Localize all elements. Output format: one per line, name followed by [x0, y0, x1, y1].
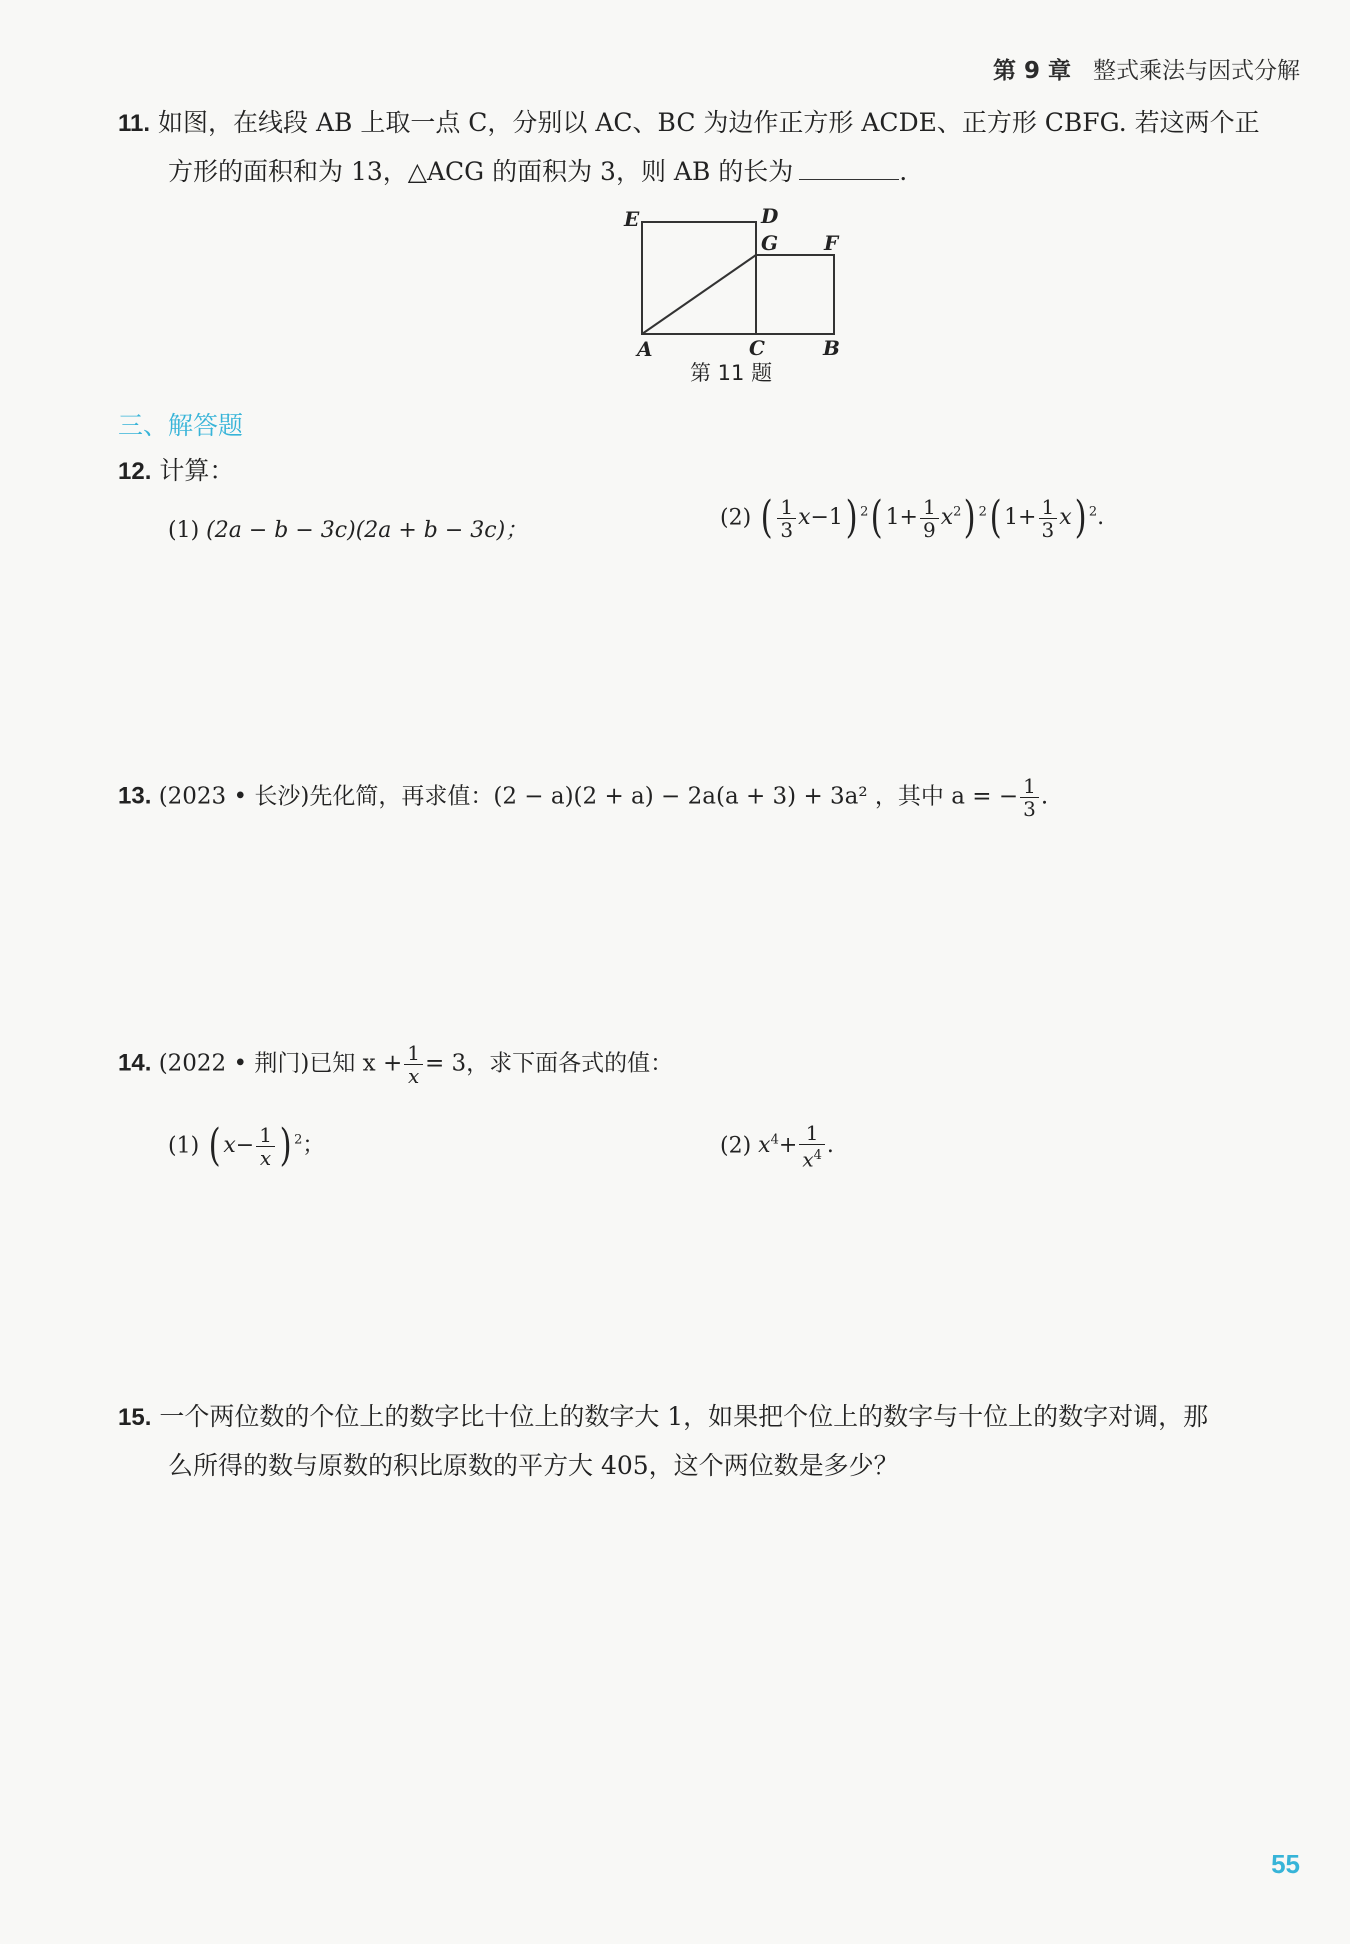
q14-part-2 — [720, 1122, 834, 1171]
question-number: 12. — [118, 458, 152, 485]
question-number: 11. — [118, 110, 151, 137]
part-expression: $x^4+$ $\frac{1}{x^4}$ . — [758, 1121, 834, 1172]
section-title: 三、解答题 — [118, 411, 244, 440]
question-number: 14. — [118, 1049, 152, 1077]
q14-part-1 — [168, 1120, 325, 1172]
question-number: 15. — [118, 1404, 152, 1431]
question-12 — [118, 452, 234, 491]
part-label: (1) — [168, 518, 200, 543]
label-e: E — [624, 207, 640, 231]
question-11 — [118, 104, 1308, 191]
square-acde — [642, 222, 756, 334]
square-cbfg — [756, 255, 834, 334]
label-d: D — [761, 204, 779, 228]
question-text-line-2: 么所得的数与原数的积比原数的平方大 405，这个两位数是多少？ — [168, 1451, 899, 1480]
part-expression: ( x− $\frac{1}{x}$ ) $^2$； — [208, 1120, 325, 1172]
part-label: (2) — [720, 1133, 752, 1159]
square-figure — [615, 200, 855, 360]
question-text-line-2: 方形的面积和为 13，△ACG 的面积为 3，则 AB 的长为 — [168, 157, 794, 186]
part-expression: ( $\frac{1}{3}$ x−1) $^2$( 1+ $\frac{1}{9}$ $x^2$) $^2$( 1+ $\frac{1}{3}$ x) $^2$. — [760, 492, 1105, 544]
segment-ag — [642, 255, 756, 334]
fraction-one-third: $\frac{1}{3}$ — [1020, 775, 1039, 820]
figure-caption: 第 11 题 — [690, 361, 773, 385]
question-13: 13. (2023 • 长沙)先化简，再求值：(2 − a)(2 + a) − 2a(a + 3) + 3a² ，其中 a = − $\frac{1}{3}$ . — [118, 774, 1049, 821]
question-text: (2023 • 长沙)先化简，再求值：(2 − a)(2 + a) − 2a(a + 3) + 3a² ，其中 a = − — [158, 783, 1019, 810]
question-text: 计算： — [159, 456, 235, 485]
part-expression: (2a − b − 3c)(2a + b − 3c)； — [206, 518, 528, 543]
part-label: (1) — [168, 1133, 200, 1159]
question-text-suffix: = 3，求下面各式的值： — [424, 1050, 674, 1077]
answer-blank[interactable] — [799, 155, 899, 180]
q12-part-1 — [168, 512, 527, 550]
question-text-line-1: 一个两位数的个位上的数字比十位上的数字大 1，如果把个位上的数字与十位上的数字对调，那 — [159, 1402, 1209, 1431]
question-text-line-1: 如图，在线段 AB 上取一点 C，分别以 AC、BC 为边作正方形 ACDE、正方形 CBFG. 若这两个正 — [158, 108, 1260, 137]
label-f: F — [824, 231, 839, 255]
question-text-prefix: (2022 • 荆门)已知 x + — [158, 1050, 403, 1077]
period: . — [899, 157, 908, 186]
chapter-title: 整式乘法与因式分解 — [1093, 58, 1300, 84]
chapter-number: 第 9 章 — [992, 58, 1071, 84]
label-b: B — [823, 336, 840, 360]
question-number: 13. — [118, 782, 152, 810]
label-g: G — [761, 231, 779, 255]
question-15 — [118, 1398, 1308, 1485]
label-a: A — [637, 337, 653, 360]
question-14 — [118, 1042, 673, 1087]
fraction-one-over-x: $\frac{1}{x}$ — [404, 1042, 423, 1087]
label-c: C — [749, 336, 765, 360]
page-number: 55 — [1271, 1849, 1300, 1879]
q12-part-2 — [720, 492, 1105, 544]
page-header — [993, 52, 1300, 85]
part-label: (2) — [720, 505, 752, 531]
